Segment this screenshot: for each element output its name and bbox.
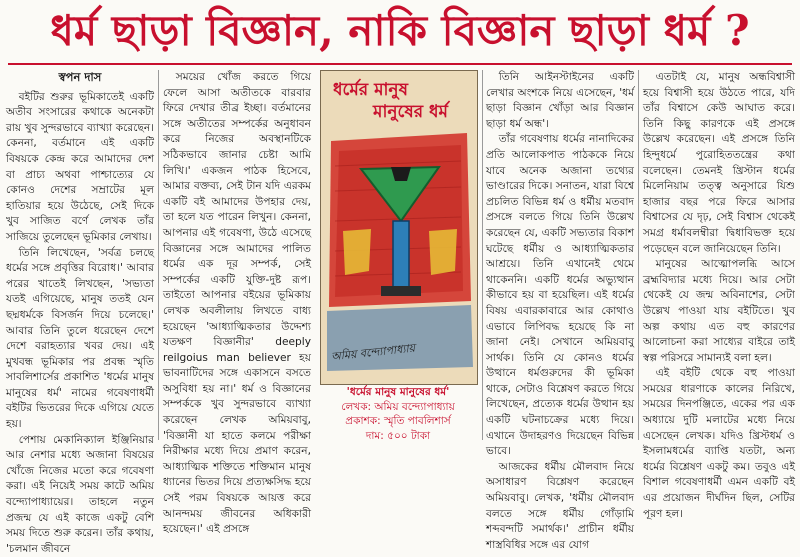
paragraph: মানুষের আত্মোপলব্ধি আসে ব্রহ্মবিদ্যার মধ্যে দিয়ে। আর সেটা থেকেই যে জন্ম অবিনাশের, সেটা উল্লেখ পাওয়া যায় বইটিতে। খুব অল্প কথায় এত বহু কারণের আলোচনা করা সাধ্যের বাইরে তাই স্বল্প পরিসরে সামান্যই বলা হল। bbox=[643, 258, 795, 364]
column-divider bbox=[482, 70, 483, 440]
article-column-5 bbox=[643, 70, 795, 520]
paragraph: আজকের ধর্মীয় মৌলবাদ নিয়ে অসাধারণ বিশ্লেষণ করেছেন অমিয়বাবু। লেখক, 'ধর্মীয় মৌলবাদ বলতে সঙ্গে ধর্মীয় গোঁড়ামি শব্দবন্দটি সমার্থক।' প্রাচীন ধর্মীয় শাস্ত্রবিধির সঙ্গে এর যোগ bbox=[486, 460, 634, 551]
byline: স্বপন দাস bbox=[58, 70, 102, 84]
paragraph: এতটাই যে, মানুষ অন্ধবিশ্বাসী হয়ে বিশ্বাসী হয়ে উঠতে পারে, যদি তাঁর বিশ্বাসে কেউ আঘাত করে। তিনি কিছু কারণকে এই প্রসঙ্গে উল্লেখ করেছেন। এই প্রসঙ্গে তিনি হিন্দুধর্মে পুরোহিততন্ত্রের কথা বলেছেন। তেমনই খ্রিস্টান ধর্মের মিলেনিয়াম তত্ত্ব অনুসারে যিশু হাজার বছর পরে ফিরে আসার বিশ্বাসের যে দৃঢ়, সেই বিশ্বাস থেকেই সমগ্র ধর্মাবলম্বীরা দ্বিধাবিভক্ত হয়ে পড়েছেন বলে জানিয়েছেন তিনি। bbox=[643, 71, 795, 255]
headline: ধর্ম ছাড়া বিজ্ঞান, নাকি বিজ্ঞান ছাড়া ধর্ম ? bbox=[50, 6, 750, 55]
cover-title-line-2: মানুষের ধর্ম bbox=[373, 102, 448, 122]
paragraph: তিনি লিখেছেন, 'সর্বত্র চলছে ধর্মের সঙ্গে প্রবৃত্তির বিরোধ।' আবার পরের খাতেই লিখছেন, 'সভ্যতা যতই এগিয়েছে, মানুষ ততই যেন ছদ্মধর্মকে বিসর্জন দিয়ে চলেছে।' আবার তিনি তুলে ধরেছেন দেশে দেশে বরাহত্যার খবর দেয়। এই মুখবন্ধ ভূমিকার পর প্রবন্ধ স্মৃতি সাবলিশার্সের প্রকাশিত 'ধর্মের মানুষ মানুষের ধর্ম' নামের গবেষণাধর্মী বইটির ভিতরের দিকে এগিয়ে যেতে হয়। bbox=[6, 246, 154, 431]
article-column-4 bbox=[486, 70, 634, 551]
cover-author-signature: অমিয় বন্দ্যোপাধ্যায় bbox=[330, 341, 416, 364]
column-divider bbox=[158, 70, 159, 440]
cover-title-line-1: ধর্মের মানুষ bbox=[333, 80, 408, 100]
column-divider bbox=[638, 70, 639, 440]
caption-price: দাম: ৫০০ টাকা bbox=[365, 429, 431, 442]
book-caption bbox=[312, 385, 484, 443]
paragraph: পেশায় মেকানিক্যাল ইঞ্জিনিয়ার আর নেশার মধ্যে অজানা বিষয়ের খোঁজে নিজের মতো করে গবেষণা করা। এই নিয়েই সময় কাটে অমিয় বন্দ্যোপাধ্যায়ের। তাহলে নতুন প্রজন্ম যে এই কাজে একটু বেশি সময় দিতে শুরু করেন। তাঁর কথায়, 'চলমান জীবনে bbox=[6, 433, 154, 555]
article-column-2 bbox=[163, 70, 311, 536]
paragraph: তিনি আইনস্টাইনের একটি লেখার অংশকে নিয়ে এসেছেন, 'ধর্ম ছাড়া বিজ্ঞান খোঁড়া আর বিজ্ঞান ছাড়া ধর্ম অন্ধ'। bbox=[486, 71, 634, 130]
cover-title bbox=[325, 79, 473, 123]
paragraph: সময়ের খোঁজ করতে গিয়ে ফেলে আসা অতীতকে বারবার ফিরে দেখার তীব্র ইচ্ছা। বর্তমানের সঙ্গে অতীতের সম্পর্কের অনুধাবন করে নিজের অবস্থানটিকে সঠিকভাবে জানার চেষ্টা আমি লিখি।' একজন পাঠক হিসেবে, আমার বক্তব্য, সেই টান যদি এরকম একটি বই আমাদের উপহার দেয়, তা হলে যত পারেন লিখুন। কেননা, আপনার এই গবেষণা, উঠে এসেছে বিজ্ঞানের সঙ্গে আমাদের পালিত ধর্মের এক দূর সম্পর্ক, সেই সম্পর্কের একটি যুক্তি-দুষ্ট রূপ। তাইতো আপনার বইয়ের ভূমিকায় লেখক অবলীলায় লিখতে বাধ্য হয়েছেন 'আধ্যাত্মিকতার উদ্দেশ্য যতক্ষণ বিজ্ঞানীর' deeply reilgoius man believer হয় ভাবনাটিদের সঙ্গে একাসনে বসতে অসুবিধা হয় না।' ধর্ম ও বিজ্ঞানের সম্পর্ককে খুব সুন্দরভাবে ব্যাখ্যা করেছেন লেখক অমিয়বাবু, 'বিজ্ঞানী যা হাতে কলমে পরীক্ষা নিরীক্ষার মধ্যে দিয়ে প্রমাণ করেন, আধ্যাত্মিক শক্তিতে শক্তিমান মানুষ ধ্যানের ভিতর দিয়ে প্রত্যক্ষসিদ্ধ হয়ে সেই পরম বিষয়কে আয়ত্ত করে আনন্দময় জীবনের অধিকারী হয়েছেন।' এই প্রসঙ্গে bbox=[163, 71, 311, 536]
article-column-1 bbox=[6, 70, 154, 555]
paragraph: বইটির শুরুর ভূমিকাতেই একটি অতীব সংসারের কথাকে অনেকটা রায় খুব সুন্দরভাবে ব্যাখ্যা করেছেন। কেননা, বর্তমানে এই একটি বিষয়কে কেন্দ্র করে আমাদের দেশ বা প্রাচ্য অথবা পাশ্চাত্যের যে কোনও দেশের সম্রাটের মূল হাতিয়ার হয়ে উঠেছে, সেই দিকে খুব সাজিত বর্ণে লেখক তাঁর সাজিয়ে তুলেছেন ভূমিকার লেখায়। bbox=[6, 90, 154, 243]
book-cover-image bbox=[320, 70, 478, 385]
caption-title: 'ধর্মের মানুষ মানুষের ধর্ম' bbox=[346, 386, 450, 398]
headline-rule bbox=[8, 63, 792, 65]
caption-publisher: প্রকাশক: স্মৃতি পাবলিশার্স bbox=[345, 415, 451, 427]
paragraph: তাঁর গবেষণায় ধর্মের নানাদিকের প্রতি আলোকপাত পাঠককে নিয়ে যাবে অনেক অজানা তথ্যের ভাণ্ডারের দিকে। সনাতন, যারা বিশ্বে প্রচলিত বিভিন্ন ধর্ম ও ধর্মীয় মতবাদ প্রসঙ্গে বলতে গিয়ে তিনি উল্লেখ করেছেন যে, একটি সভ্যতার বিকাশ ঘটেছে ধর্মীয় ও আধ্যাত্মিকতার আশ্রয়ে। তিনি এখানেই থেমে থাকেননি। একটি ধর্মের অভ্যুত্থান কীভাবে হয় বা হয়েছিল। এই ধর্মের বিষয় এবারকাবারে আর কোথাও এভাবে লিপিবদ্ধ হয়েছে কি না জানা নেই। সেখানে অমিয়বাবু সার্থক। তিনি যে কোনও ধর্মের উত্থানে ধর্মগুরুদের কী ভূমিকা থাকে, সেটাও বিশ্লেষণ করতে গিয়ে লিখেছেন, প্রত্যেক ধর্মের উত্থান হয় একটি ঘটনাচক্রের মধ্যে দিয়ে। এখানে উদাহরণও দিয়েছেন বিভিন্ন ভাবে। bbox=[486, 133, 634, 458]
caption-author: লেখক: অমিয় বন্দ্যোপাধ্যায় bbox=[341, 400, 455, 413]
paragraph: এই বইটি থেকে বহু পাওয়া সময়ের ধারণাকে কালের নিরিখে, সময়ের দিনপঞ্জিতে, একের পর এক অধ্যায়ে দুটি মলাটের মধ্যে নিয়ে এসেছেন লেখক। যদিও খ্রিস্টধর্ম ও ইসলামধর্মের ব্যাপ্তি যতটা, অন্য ধর্মের বিশ্লেষণ একটু কম। তবুও এই বিশাল গবেষণাধর্মী এমন একটি বই এর প্রয়োজন দীর্ঘদিন ছিল, সেটির পূরণ হল। bbox=[643, 367, 795, 520]
